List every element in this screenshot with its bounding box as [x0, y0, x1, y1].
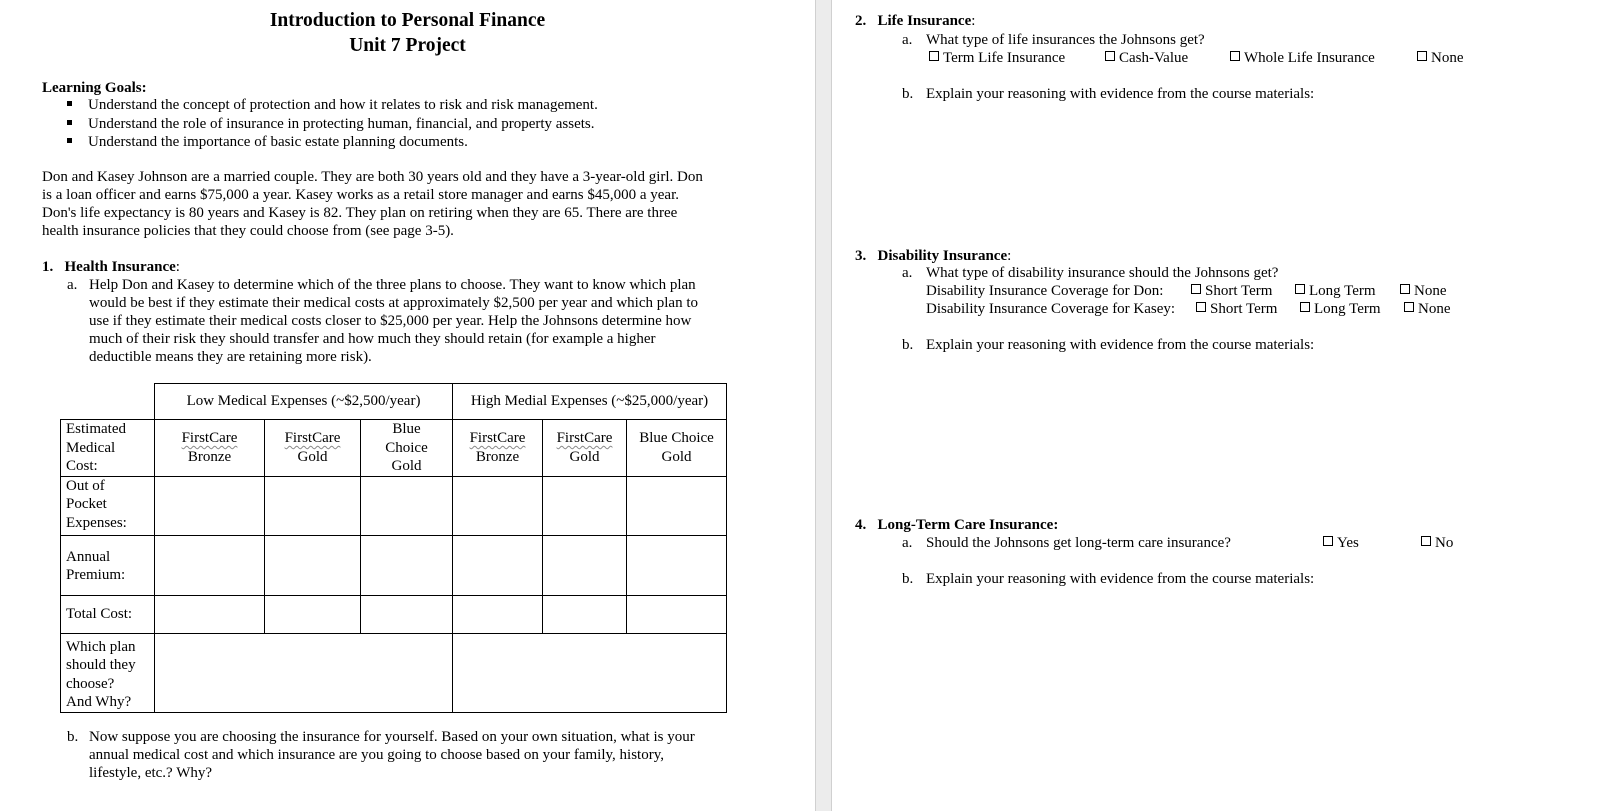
q1-b-line: annual medical cost and which insurance are you going to choose based on your family, history,	[89, 747, 664, 763]
plan-blue-choice-gold-high: Blue Choice Gold	[627, 420, 727, 477]
q1-a-label: a.	[67, 277, 78, 293]
q4-a-label: a.	[902, 535, 913, 551]
don-option-short-term[interactable]: Short Term	[1191, 282, 1272, 301]
option-whole-life[interactable]: Whole Life Insurance	[1230, 49, 1375, 68]
high-expenses-header: High Medial Expenses (~$25,000/year)	[453, 384, 727, 420]
table-cell[interactable]	[543, 535, 627, 595]
row-label-out-of-pocket: Out of Pocket Expenses:	[61, 476, 155, 535]
health-insurance-table	[60, 383, 727, 713]
learning-goal-item: Understand the importance of basic estate planning documents.	[67, 133, 468, 152]
don-option-long-term[interactable]: Long Term	[1295, 282, 1376, 301]
q1-heading: 1. Health Insurance:	[42, 259, 180, 275]
page-separator	[815, 0, 832, 811]
don-coverage-label: Disability Insurance Coverage for Don:	[926, 283, 1164, 299]
table-cell[interactable]	[627, 595, 727, 633]
document-subtitle: Unit 7 Project	[349, 35, 466, 56]
q3-heading: 3. Disability Insurance:	[855, 248, 1012, 264]
intro-line: Don and Kasey Johnson are a married couple. They are both 30 years old and they have a 3-year-old girl. Don	[42, 169, 703, 185]
q3-a-label: a.	[902, 265, 913, 281]
checkbox-icon[interactable]	[1300, 302, 1310, 312]
option-cash-value[interactable]: Cash-Value	[1105, 49, 1188, 68]
learning-goal-item: Understand the role of insurance in protecting human, financial, and property assets.	[67, 115, 595, 134]
kasey-option-none[interactable]: None	[1404, 300, 1451, 319]
q3-b-label: b.	[902, 337, 914, 353]
q4-heading: 4. Long-Term Care Insurance:	[855, 517, 1059, 533]
kasey-option-short-term[interactable]: Short Term	[1196, 300, 1277, 319]
plan-firstcare-bronze-high: FirstCare Bronze	[453, 420, 543, 477]
checkbox-icon[interactable]	[1417, 51, 1427, 61]
q1-a-line: would be best if they estimate their medical costs at approximately $2,500 per year and which plan to	[89, 295, 698, 311]
intro-line: health insurance policies that they could choose from (see page 3-5).	[42, 223, 454, 239]
table-cell[interactable]	[361, 535, 453, 595]
q2-a-label: a.	[902, 32, 913, 48]
table-cell[interactable]	[265, 535, 361, 595]
q2-heading: 2. Life Insurance:	[855, 13, 976, 29]
table-cell[interactable]	[627, 476, 727, 535]
checkbox-icon[interactable]	[1196, 302, 1206, 312]
q1-b-label: b.	[67, 729, 79, 745]
option-none-life[interactable]: None	[1417, 49, 1464, 68]
checkbox-icon[interactable]	[1191, 284, 1201, 294]
checkbox-icon[interactable]	[929, 51, 939, 61]
q3-a-text: What type of disability insurance should the Johnsons get?	[926, 265, 1279, 281]
q4-b-text: Explain your reasoning with evidence from the course materials:	[926, 571, 1315, 587]
table-cell[interactable]	[543, 595, 627, 633]
q3-b-text: Explain your reasoning with evidence from the course materials:	[926, 337, 1315, 353]
checkbox-icon[interactable]	[1105, 51, 1115, 61]
don-option-none[interactable]: None	[1400, 282, 1447, 301]
plan-firstcare-gold-low: FirstCare Gold	[265, 420, 361, 477]
table-cell[interactable]	[265, 595, 361, 633]
table-cell[interactable]	[155, 535, 265, 595]
table-cell[interactable]	[265, 476, 361, 535]
q2-b-label: b.	[902, 86, 914, 102]
q1-a-line: use if they estimate their medical costs closer to $25,000 per year. Help the Johnsons determine how	[89, 313, 692, 329]
row-label-estimated-cost: Estimated Medical Cost:	[61, 420, 155, 477]
intro-line: is a loan officer and earns $75,000 a year. Kasey works as a retail store manager and earns $45,000 a year.	[42, 187, 679, 203]
document-title: Introduction to Personal Finance	[269, 10, 546, 31]
intro-line: Don's life expectancy is 80 years and Kasey is 82. They plan on retiring when they are 65. There are three	[42, 205, 678, 221]
kasey-coverage-label: Disability Insurance Coverage for Kasey:	[926, 301, 1176, 317]
table-cell-high-choice[interactable]	[453, 633, 727, 712]
q1-a-line: much of their risk they should transfer and how much they should retain (for example a higher	[89, 331, 656, 347]
plan-blue-choice-gold-low: Blue Choice Gold	[361, 420, 453, 477]
option-yes[interactable]: Yes	[1323, 534, 1359, 553]
q4-a-text: Should the Johnsons get long-term care insurance?	[926, 535, 1231, 551]
checkbox-icon[interactable]	[1323, 536, 1333, 546]
row-label-which-plan: Which plan should they choose? And Why?	[61, 633, 155, 712]
learning-goal-item: Understand the concept of protection and how it relates to risk and risk management.	[67, 96, 598, 115]
table-cell[interactable]	[543, 476, 627, 535]
learning-goals-heading: Learning Goals:	[42, 80, 147, 96]
q2-a-text: What type of life insurances the Johnsons get?	[926, 32, 1205, 48]
plan-firstcare-bronze-low: FirstCare Bronze	[155, 420, 265, 477]
checkbox-icon[interactable]	[1404, 302, 1414, 312]
q1-a-line: Help Don and Kasey to determine which of the three plans to choose. They want to know which plan	[89, 277, 696, 293]
row-label-annual-premium: Annual Premium:	[61, 535, 155, 595]
document-page-right	[832, 0, 1607, 811]
q4-b-label: b.	[902, 571, 914, 587]
kasey-option-long-term[interactable]: Long Term	[1300, 300, 1381, 319]
checkbox-icon[interactable]	[1295, 284, 1305, 294]
bullet-icon	[67, 120, 72, 125]
low-expenses-header: Low Medical Expenses (~$2,500/year)	[155, 384, 453, 420]
q1-b-line: lifestyle, etc.? Why?	[89, 765, 213, 781]
checkbox-icon[interactable]	[1421, 536, 1431, 546]
checkbox-icon[interactable]	[1230, 51, 1240, 61]
table-corner	[61, 384, 155, 420]
row-label-total-cost: Total Cost:	[61, 595, 155, 633]
q2-b-text: Explain your reasoning with evidence from the course materials:	[926, 86, 1315, 102]
option-no[interactable]: No	[1421, 534, 1453, 553]
table-cell[interactable]	[627, 535, 727, 595]
bullet-icon	[67, 101, 72, 106]
bullet-icon	[67, 138, 72, 143]
option-term-life[interactable]: Term Life Insurance	[929, 49, 1065, 68]
table-cell[interactable]	[361, 476, 453, 535]
table-cell[interactable]	[453, 595, 543, 633]
table-cell[interactable]	[453, 535, 543, 595]
table-cell[interactable]	[453, 476, 543, 535]
table-cell[interactable]	[361, 595, 453, 633]
checkbox-icon[interactable]	[1400, 284, 1410, 294]
table-cell[interactable]	[155, 476, 265, 535]
q1-a-line: deductible means they are retaining more risk).	[89, 349, 372, 365]
plan-firstcare-gold-high: FirstCare Gold	[543, 420, 627, 477]
table-cell-low-choice[interactable]	[155, 633, 453, 712]
q1-b-line: Now suppose you are choosing the insurance for yourself. Based on your own situation, what is your	[89, 729, 695, 745]
table-cell[interactable]	[155, 595, 265, 633]
